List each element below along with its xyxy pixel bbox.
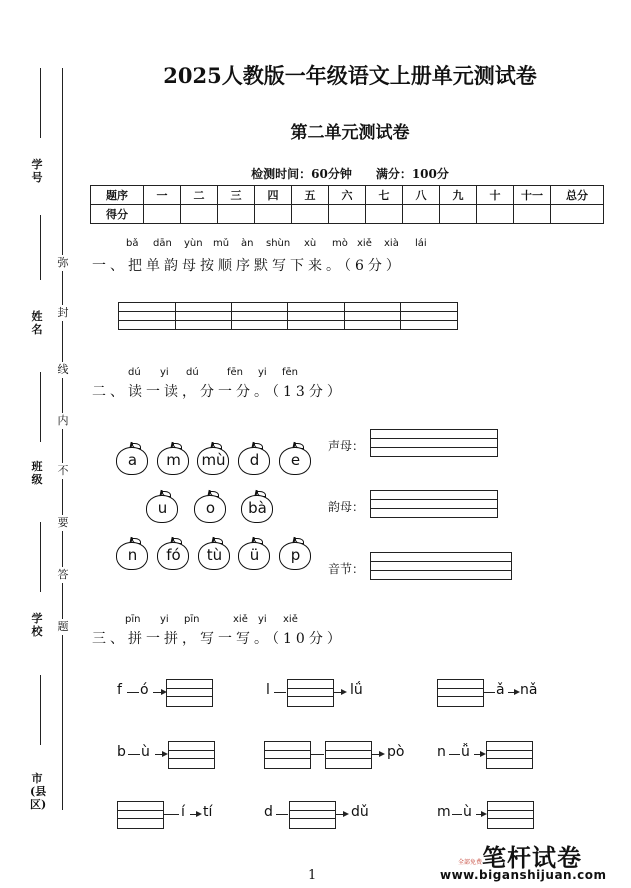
answer-box[interactable]	[166, 679, 213, 707]
brand-logo: 笔杆试卷	[482, 844, 582, 872]
score-cell[interactable]	[551, 205, 604, 224]
field-label-name: 姓名	[31, 310, 43, 336]
answer-lines-yunmu[interactable]	[370, 490, 498, 518]
score-cell[interactable]	[403, 205, 440, 224]
apple-card: bà	[241, 490, 273, 522]
score-header-cell: 四	[255, 186, 292, 205]
score-row-label: 得分	[91, 205, 144, 224]
label-yunmu: 韵母：	[328, 500, 365, 514]
score-header-cell: 十一	[514, 186, 551, 205]
score-cell[interactable]	[477, 205, 514, 224]
score-cell[interactable]	[144, 205, 181, 224]
apple-card: m	[157, 442, 189, 474]
score-cell[interactable]	[366, 205, 403, 224]
pinyin-final: ǚ	[461, 744, 470, 760]
apple-card: d	[238, 442, 270, 474]
pinyin: yi	[258, 614, 267, 625]
pinyin-final: ǎ	[496, 682, 505, 698]
pinyin: yùn	[184, 238, 203, 249]
seal-char: 题	[57, 620, 69, 633]
score-header-cell: 五	[292, 186, 329, 205]
pinyin: yi	[160, 367, 169, 378]
apple-card: ü	[238, 537, 270, 569]
answer-box[interactable]	[117, 801, 164, 829]
score-header-cell: 题序	[91, 186, 144, 205]
writing-lines[interactable]	[118, 302, 458, 330]
arrow-icon	[190, 814, 200, 815]
seal-char: 线	[57, 363, 69, 376]
question-1-prompt: 一、把单韵母按顺序默写下来。（6分）	[92, 258, 404, 274]
apple-card: a	[116, 442, 148, 474]
pinyin-final: ó	[140, 682, 149, 698]
seal-char: 封	[57, 306, 69, 319]
pinyin-initial: l	[266, 682, 270, 698]
seal-char: 要	[57, 516, 69, 529]
pinyin: dú	[128, 367, 141, 378]
score-table-header-row	[91, 186, 604, 205]
apple-card: fó	[157, 537, 189, 569]
score-cell[interactable]	[218, 205, 255, 224]
score-cell[interactable]	[255, 205, 292, 224]
apple-card: e	[279, 442, 311, 474]
answer-lines-shengmu[interactable]	[370, 429, 498, 457]
pinyin-initial: f	[117, 682, 122, 698]
pinyin-result: tí	[203, 804, 213, 820]
arrow-icon	[476, 814, 485, 815]
pinyin: shùn	[266, 238, 291, 249]
pinyin-initial: n	[437, 744, 446, 760]
pinyin: àn	[241, 238, 254, 249]
apple-card: mù	[197, 442, 229, 474]
answer-box[interactable]	[264, 741, 311, 769]
pinyin: pīn	[184, 614, 200, 625]
score-cell[interactable]	[514, 205, 551, 224]
apple-card: p	[279, 537, 311, 569]
page-subtitle: 第二单元测试卷	[290, 123, 410, 143]
page-number: 1	[308, 868, 317, 883]
pinyin: pīn	[125, 614, 141, 625]
question-3-prompt: 三、拼一拼，写一写。（10分）	[92, 631, 345, 647]
pinyin: xiě	[283, 614, 298, 625]
score-header-cell: 六	[329, 186, 366, 205]
answer-box[interactable]	[325, 741, 372, 769]
pinyin: mò	[332, 238, 348, 249]
page-title: 2025人教版一年级语文上册单元测试卷	[163, 63, 537, 88]
pinyin: yi	[160, 614, 169, 625]
score-table-score-row	[91, 205, 604, 224]
pinyin: xiě	[233, 614, 248, 625]
pinyin: dú	[186, 367, 199, 378]
arrow-icon	[371, 754, 383, 755]
pinyin-final: í	[181, 804, 185, 820]
score-header-cell: 二	[181, 186, 218, 205]
pinyin: xiě	[357, 238, 372, 249]
answer-box[interactable]	[287, 679, 334, 707]
seal-char: 答	[57, 568, 69, 581]
score-header-cell: 三	[218, 186, 255, 205]
score-cell[interactable]	[292, 205, 329, 224]
score-header-cell: 八	[403, 186, 440, 205]
answer-box[interactable]	[437, 679, 484, 707]
score-cell[interactable]	[440, 205, 477, 224]
apple-card: u	[146, 490, 178, 522]
apple-card: n	[116, 537, 148, 569]
answer-box[interactable]	[487, 801, 534, 829]
pinyin: bǎ	[126, 238, 139, 249]
score-table	[90, 185, 604, 224]
seal-char: 弥	[57, 256, 69, 269]
brand-url: www.biganshijuan.com	[440, 868, 607, 882]
apple-card: o	[194, 490, 226, 522]
pinyin-initial: m	[437, 804, 451, 820]
field-label-student-id: 学号	[31, 158, 43, 184]
arrow-icon	[155, 754, 166, 755]
pinyin: fēn	[282, 367, 299, 378]
arrow-icon	[153, 692, 165, 693]
pinyin-result: nǎ	[520, 682, 538, 698]
pinyin: yi	[258, 367, 267, 378]
score-header-cell: 七	[366, 186, 403, 205]
arrow-icon	[474, 754, 484, 755]
pinyin-final: ù	[141, 744, 150, 760]
exam-info: 检测时间：60分钟 满分：100分	[251, 167, 449, 181]
arrow-icon	[508, 692, 518, 693]
score-header-cell: 总分	[551, 186, 604, 205]
arrow-icon	[333, 692, 345, 693]
score-header-cell: 九	[440, 186, 477, 205]
pinyin-result: pò	[387, 744, 405, 760]
pinyin: xù	[304, 238, 317, 249]
score-header-cell: 十	[477, 186, 514, 205]
pinyin: fēn	[227, 367, 244, 378]
answer-box[interactable]	[289, 801, 336, 829]
apple-card: tù	[198, 537, 230, 569]
score-cell[interactable]	[181, 205, 218, 224]
question-2-prompt: 二、读一读，分一分。（13分）	[92, 384, 345, 400]
field-label-class: 班级	[31, 460, 43, 486]
seal-char: 内	[57, 414, 69, 427]
field-label-city: 市(县 区)	[30, 772, 47, 811]
answer-lines-yinjie[interactable]	[370, 552, 512, 580]
label-yinjie: 音节：	[328, 562, 365, 576]
brand-tag: 全部免费	[458, 859, 483, 866]
label-shengmu: 声母：	[328, 439, 365, 453]
seal-char: 不	[57, 464, 69, 477]
pinyin: xià	[384, 238, 399, 249]
seal-line	[62, 68, 63, 810]
answer-box[interactable]	[486, 741, 533, 769]
pinyin-result: lǘ	[350, 682, 363, 698]
arrow-icon	[335, 814, 347, 815]
score-cell[interactable]	[329, 205, 366, 224]
field-label-school: 学校	[31, 612, 43, 638]
pinyin-initial: d	[264, 804, 273, 820]
pinyin: dān	[153, 238, 172, 249]
pinyin: mǔ	[213, 238, 230, 249]
answer-box[interactable]	[168, 741, 215, 769]
pinyin-final: ù	[463, 804, 472, 820]
score-header-cell: 一	[144, 186, 181, 205]
pinyin: lái	[415, 238, 427, 249]
pinyin-initial: b	[117, 744, 126, 760]
pinyin-result: dǔ	[351, 804, 369, 820]
